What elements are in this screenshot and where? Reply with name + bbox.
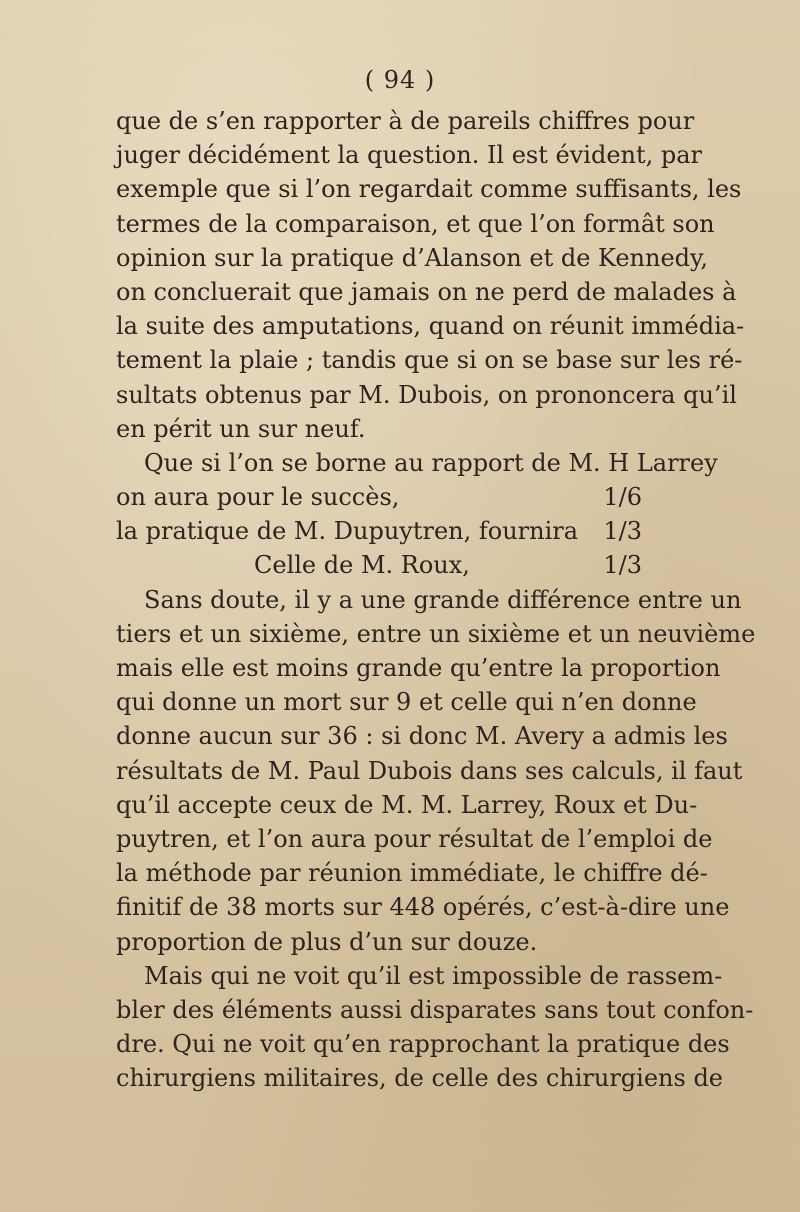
text-line: bler des éléments aussi disparates sans tout confon- bbox=[116, 995, 754, 1024]
text-line: chirurgiens militaires, de celle des chirurgiens de bbox=[116, 1064, 724, 1093]
text-line: opinion sur la pratique d’Alanson et de Kennedy, bbox=[116, 243, 709, 272]
page-number: ( 94 ) bbox=[364, 66, 436, 94]
text-line: Sans doute, il y a une grande différence entre un bbox=[144, 585, 742, 614]
text-line: finitif de 38 morts sur 448 opérés, c’est-à-dire une bbox=[116, 893, 730, 922]
text-line: on concluerait que jamais on ne perd de malades à bbox=[116, 277, 737, 306]
text-line: la méthode par réunion immédiate, le chiffre dé- bbox=[116, 859, 708, 888]
ratio-value: 1/3 bbox=[603, 517, 642, 546]
ratio-row bbox=[116, 480, 686, 514]
ratio-row bbox=[116, 548, 686, 582]
body-text bbox=[116, 104, 756, 1095]
ratio-row bbox=[116, 514, 686, 548]
text-line: puytren, et l’on aura pour résultat de l’emploi de bbox=[116, 824, 713, 853]
ratio-label: Celle de M. Roux, bbox=[254, 551, 470, 580]
text-line: qui donne un mort sur 9 et celle qui n’en donne bbox=[116, 688, 697, 717]
text-line: Que si l’on se borne au rapport de M. H Larrey bbox=[144, 448, 718, 477]
text-line: que de s’en rapporter à de pareils chiffres pour bbox=[116, 107, 695, 135]
text-line: exemple que si l’on regardait comme suffisants, les bbox=[116, 175, 742, 204]
ratio-label: la pratique de M. Dupuytren, fournira bbox=[116, 517, 579, 546]
text-line: dre. Qui ne voit qu’en rapprochant la pratique des bbox=[116, 1030, 730, 1059]
text-line: mais elle est moins grande qu’entre la proportion bbox=[116, 654, 721, 682]
text-line: résultats de M. Paul Dubois dans ses calculs, il faut bbox=[116, 756, 743, 785]
text-line: la suite des amputations, quand on réunit immédia- bbox=[116, 312, 745, 341]
text-line: tement la plaie ; tandis que si on se base sur les ré- bbox=[116, 346, 743, 375]
text-line: en périt un sur neuf. bbox=[116, 414, 366, 443]
ratio-label: on aura pour le succès, bbox=[116, 483, 400, 512]
text-line: Mais qui ne voit qu’il est impossible de rassem- bbox=[144, 961, 723, 990]
text-line: donne aucun sur 36 : si donc M. Avery a admis les bbox=[116, 722, 728, 751]
ratio-value: 1/3 bbox=[603, 551, 642, 580]
text-line: sultats obtenus par M. Dubois, on prononcera qu’il bbox=[116, 380, 737, 409]
ratio-value: 1/6 bbox=[603, 483, 642, 512]
text-line: proportion de plus d’un sur douze. bbox=[116, 927, 538, 956]
text-line: termes de la comparaison, et que l’on formât son bbox=[116, 209, 715, 238]
text-line: juger décidément la question. Il est évident, par bbox=[116, 141, 703, 170]
text-line: tiers et un sixième, entre un sixième et un neuvième bbox=[116, 619, 756, 648]
text-line: qu’il accepte ceux de M. M. Larrey, Roux et Du- bbox=[116, 790, 698, 819]
